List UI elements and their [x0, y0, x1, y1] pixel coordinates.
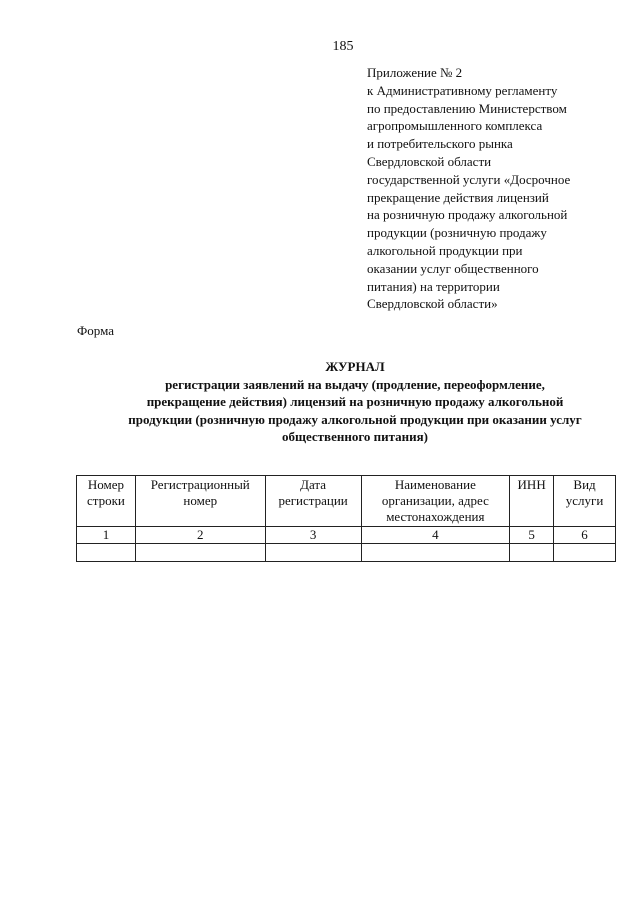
column-number: 5	[510, 527, 554, 544]
header-row-number	[77, 476, 136, 527]
header-line: местонахождения	[386, 509, 485, 524]
column-number: 6	[554, 527, 616, 544]
header-line: Дата	[300, 477, 327, 492]
appendix-note	[367, 64, 635, 313]
table-row	[77, 544, 616, 562]
table-cell	[135, 544, 265, 562]
page-number: 185	[332, 39, 354, 54]
header-line: услуги	[565, 493, 604, 508]
header-line: Наименование	[394, 477, 476, 492]
appendix-line: питания) на территории	[367, 278, 500, 294]
header-registration-date	[265, 476, 361, 527]
appendix-line: по предоставлению Министерством	[367, 100, 567, 116]
header-inn	[510, 476, 554, 527]
table-cell	[77, 544, 136, 562]
appendix-line: агропромышленного комплекса	[367, 118, 543, 134]
column-number-row	[77, 527, 616, 544]
table-cell	[265, 544, 361, 562]
header-line: регистрации	[278, 493, 348, 508]
table-cell	[361, 544, 510, 562]
header-line: ИНН	[517, 477, 546, 492]
header-line: Вид	[573, 477, 596, 492]
form-label: Форма	[77, 323, 114, 338]
journal-subtitle-line: регистрации заявлений на выдачу (продление, переоформление,	[165, 376, 545, 392]
appendix-line: государственной услуги «Досрочное	[367, 171, 571, 187]
appendix-line: прекращение действия лицензий	[367, 189, 549, 205]
journal-heading: ЖУРНАЛ	[325, 359, 385, 374]
journal-subtitle-line: прекращение действия) лицензий на розничную продажу алкогольной	[146, 394, 564, 409]
header-line: Регистрационный	[150, 477, 250, 492]
journal-title	[60, 358, 640, 446]
appendix-line: оказании услуг общественного	[367, 260, 539, 276]
header-service-type	[554, 476, 616, 527]
column-number: 2	[135, 527, 265, 544]
column-number: 1	[77, 527, 136, 544]
appendix-line: Приложение № 2	[367, 65, 463, 80]
table-cell	[554, 544, 616, 562]
appendix-line: алкогольной продукции при	[367, 242, 523, 258]
header-registration-number	[135, 476, 265, 527]
header-line: организации, адрес	[381, 493, 489, 508]
header-line: номер	[183, 493, 218, 508]
journal-subtitle-line: общественного питания)	[281, 429, 429, 444]
appendix-line: Свердловской области»	[367, 296, 498, 312]
table-header-row	[77, 476, 616, 527]
header-line: строки	[86, 493, 125, 508]
column-number: 4	[361, 527, 510, 544]
appendix-line: к Административному регламенту	[367, 82, 558, 98]
journal-subtitle-line: продукции (розничную продажу алкогольной продукции при оказании услуг	[128, 411, 582, 427]
table-cell	[510, 544, 554, 562]
appendix-line: на розничную продажу алкогольной	[367, 207, 568, 223]
appendix-line: продукции (розничную продажу	[367, 225, 547, 241]
header-organization	[361, 476, 510, 527]
appendix-line: Свердловской области	[367, 153, 492, 169]
appendix-line: и потребительского рынка	[367, 136, 513, 152]
column-number: 3	[265, 527, 361, 544]
header-line: Номер	[87, 477, 124, 492]
journal-table	[76, 475, 616, 562]
